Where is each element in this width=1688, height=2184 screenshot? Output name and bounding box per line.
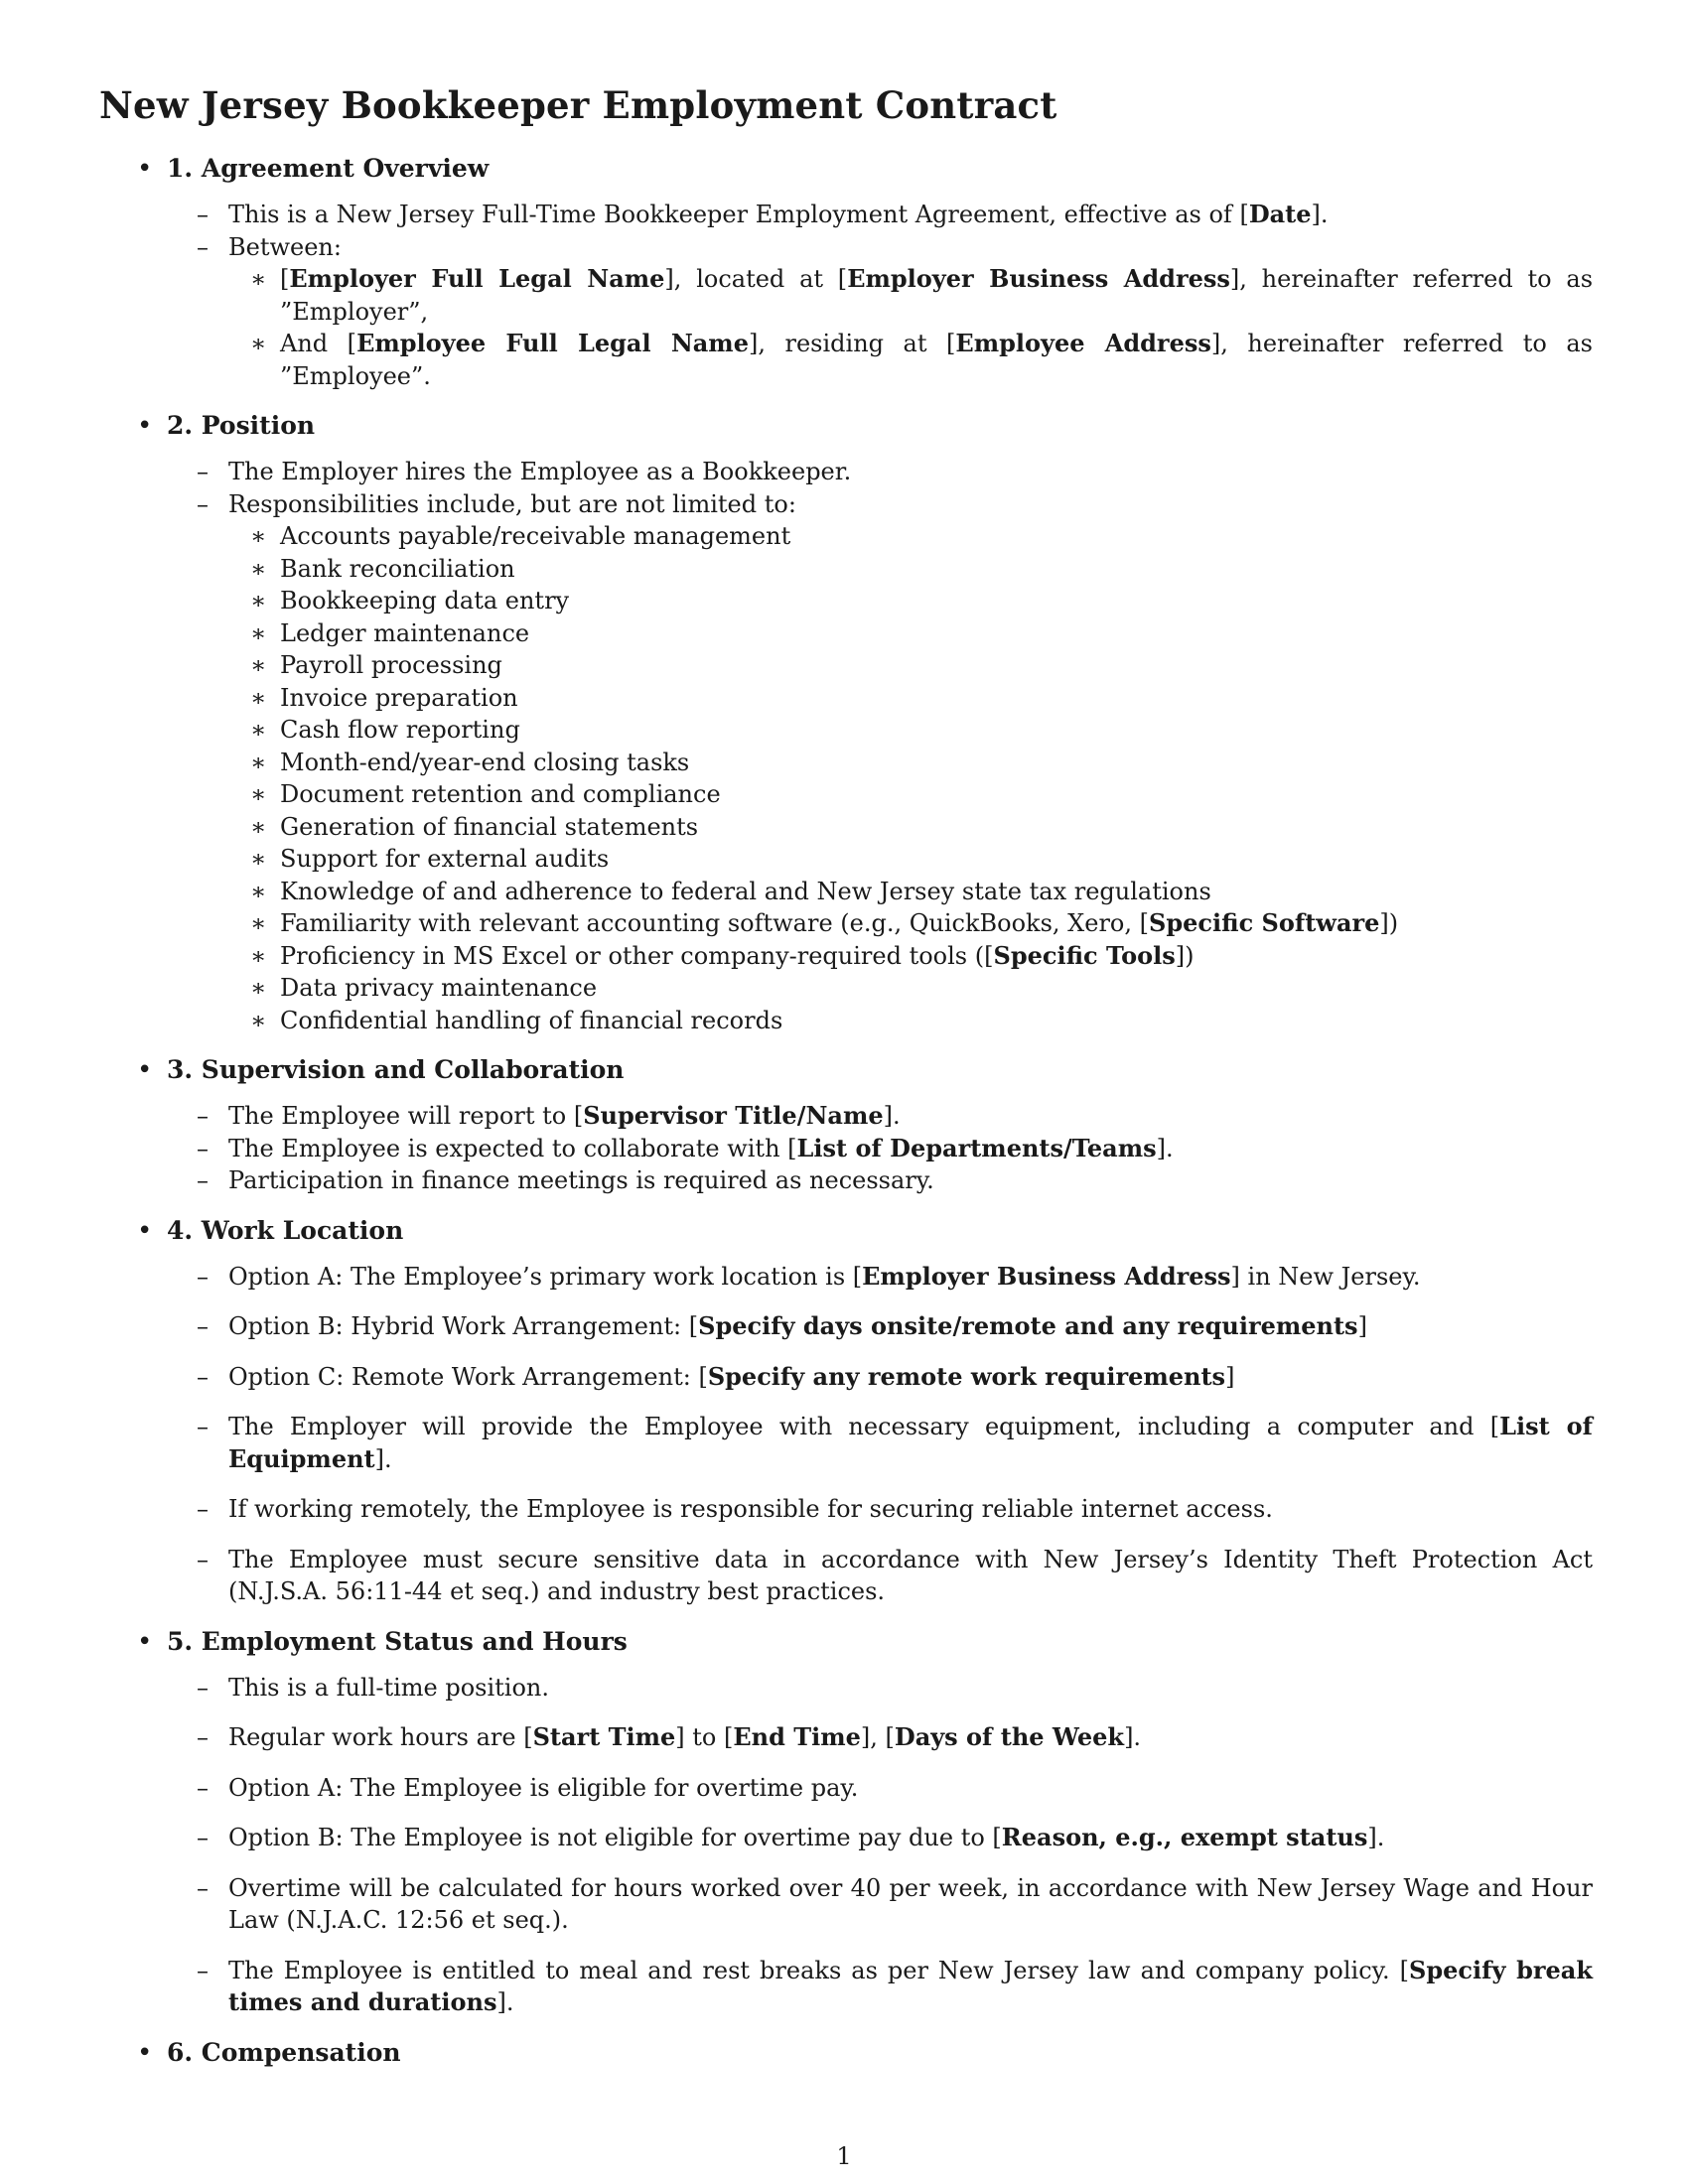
- responsibility-item: ∗ Generation of financial statements: [228, 811, 1593, 844]
- list-item: – Option C: Remote Work Arrangement: [Specify any remote work requirements]: [167, 1361, 1593, 1394]
- sub-list-item: ∗ [Employer Full Legal Name], located at [Employer Business Address], hereinafter referred to as ”Employer”,: [228, 263, 1593, 328]
- responsibility-item: ∗ Accounts payable/receivable management: [228, 520, 1593, 553]
- document-page: [99, 83, 1593, 2087]
- placeholder-field: Employer Full Legal Name: [289, 264, 665, 293]
- responsibility-item: ∗ Bookkeeping data entry: [228, 585, 1593, 617]
- section-title: • 6. Compensation: [167, 2037, 401, 2067]
- item-list: [167, 199, 1593, 392]
- list-item: – The Employee is expected to collaborate with [List of Departments/Teams].: [167, 1133, 1593, 1165]
- section-work-location: [99, 1215, 1593, 1608]
- list-item: – Option B: The Employee is not eligible for overtime pay due to [Reason, e.g., exempt status].: [167, 1822, 1593, 1854]
- item-list: [167, 1672, 1593, 2019]
- responsibility-item: ∗ Cash flow reporting: [228, 714, 1593, 747]
- section-title: • 5. Employment Status and Hours: [167, 1626, 628, 1656]
- responsibility-item: ∗ Payroll processing: [228, 649, 1593, 682]
- responsibility-item: ∗ Month-end/year-end closing tasks: [228, 747, 1593, 779]
- sub-list: [228, 263, 1593, 392]
- section-list: [99, 153, 1593, 2069]
- list-item: – If working remotely, the Employee is responsible for securing reliable internet access.: [167, 1493, 1593, 1526]
- section-agreement-overview: [99, 153, 1593, 392]
- placeholder-field: Specify any remote work requirements: [707, 1361, 1226, 1391]
- list-item: – Regular work hours are [Start Time] to [End Time], [Days of the Week].: [167, 1721, 1593, 1754]
- responsibility-item: ∗ Document retention and compliance: [228, 778, 1593, 811]
- placeholder-field: Specify break times and durations: [228, 1955, 1593, 2016]
- placeholder-field: Supervisor Title/Name: [583, 1101, 884, 1130]
- responsibility-item: ∗ Bank reconciliation: [228, 553, 1593, 586]
- list-item: – Option B: Hybrid Work Arrangement: [Specify days onsite/remote and any requirements]: [167, 1310, 1593, 1343]
- section-employment-status: [99, 1626, 1593, 2019]
- placeholder-field: Days of the Week: [894, 1722, 1125, 1751]
- list-item: – This is a full-time position.: [167, 1672, 1593, 1705]
- placeholder-field: Specific Software: [1149, 908, 1380, 937]
- list-item: – The Employer hires the Employee as a Bookkeeper.: [167, 456, 1593, 488]
- responsibility-item: ∗ Invoice preparation: [228, 682, 1593, 715]
- placeholder-field: End Time: [733, 1722, 861, 1751]
- list-item: – Responsibilities include, but are not limited to: ∗ Accounts payable/receivable management ∗ Bank reconciliation ∗ Bookkeeping data entry ∗ Ledger maintenance ∗ Payroll processing ∗ Invoice preparation ∗ Cash flow reporting ∗ Month-end/year-end closing tasks ∗ Document retention and compliance ∗ Generation of financial statements ∗ Support for external audits ∗ Knowledge of and adherence to federal and New Jersey state tax regulations ∗ Familiarity with relevant accounting software (e.g., QuickBooks, Xero, [Specific Software]) ∗ Proficiency in MS Excel or other company-required tools ([Specific Tools]) ∗ Data privacy maintenance ∗ Confidential handling of financial records: [167, 488, 1593, 1037]
- list-item: – Option A: The Employee is eligible for overtime pay.: [167, 1772, 1593, 1805]
- list-item: – Participation in finance meetings is required as necessary.: [167, 1164, 1593, 1197]
- document-title: New Jersey Bookkeeper Employment Contract: [99, 83, 1057, 127]
- responsibility-item: ∗ Support for external audits: [228, 843, 1593, 876]
- list-item: – Option A: The Employee’s primary work location is [Employer Business Address] in New Jersey.: [167, 1261, 1593, 1294]
- placeholder-field: Specific Tools: [993, 940, 1176, 970]
- list-item: – The Employee is entitled to meal and rest breaks as per New Jersey law and company policy. [Specify break times and durations].: [167, 1955, 1593, 2019]
- section-position: [99, 410, 1593, 1036]
- list-item: – The Employee must secure sensitive data in accordance with New Jersey’s Identity Theft Protection Act (N.J.S.A. 56:11-44 et seq.) and industry best practices.: [167, 1544, 1593, 1608]
- list-item: – This is a New Jersey Full-Time Bookkeeper Employment Agreement, effective as of [Date].: [167, 199, 1593, 231]
- responsibility-item: ∗ Proficiency in MS Excel or other company-required tools ([Specific Tools]): [228, 940, 1593, 973]
- placeholder-field: Date: [1248, 200, 1312, 228]
- list-item: – Overtime will be calculated for hours worked over 40 per week, in accordance with New Jersey Wage and Hour Law (N.J.A.C. 12:56 et seq.).: [167, 1872, 1593, 1937]
- placeholder-field: Start Time: [532, 1722, 676, 1751]
- placeholder-field: Employer Business Address: [862, 1261, 1231, 1291]
- section-compensation: [99, 2037, 1593, 2069]
- item-list: [167, 456, 1593, 1036]
- placeholder-field: Employee Address: [955, 329, 1211, 357]
- responsibility-item: ∗ Ledger maintenance: [228, 617, 1593, 650]
- list-item: – Between: ∗ [Employer Full Legal Name], located at [Employer Business Address], hereinafter referred to as ”Employer”, ∗ And [Employee Full Legal Name], residing at [Employee Address], hereinafter referred to as ”Employee”.: [167, 231, 1593, 393]
- responsibility-item: ∗ Confidential handling of financial records: [228, 1005, 1593, 1037]
- list-item: – The Employer will provide the Employee with necessary equipment, including a computer and [List of Equipment].: [167, 1411, 1593, 1475]
- placeholder-field: List of Departments/Teams: [796, 1133, 1157, 1162]
- section-title: • 2. Position: [167, 411, 316, 440]
- placeholder-field: Specify days onsite/remote and any requirements: [698, 1311, 1358, 1340]
- responsibility-item: ∗ Data privacy maintenance: [228, 972, 1593, 1005]
- placeholder-field: Reason, e.g., exempt status: [1001, 1823, 1368, 1851]
- section-title: • 1. Agreement Overview: [167, 154, 490, 183]
- responsibilities-list: [228, 520, 1593, 1036]
- page-number: 1: [836, 2142, 852, 2170]
- sub-list-item: ∗ And [Employee Full Legal Name], residing at [Employee Address], hereinafter referred to as ”Employee”.: [228, 328, 1593, 392]
- placeholder-field: Employee Full Legal Name: [356, 329, 749, 357]
- responsibility-item: ∗ Familiarity with relevant accounting software (e.g., QuickBooks, Xero, [Specific Software]): [228, 907, 1593, 940]
- item-list: [167, 1100, 1593, 1197]
- section-supervision: [99, 1054, 1593, 1197]
- section-title: • 4. Work Location: [167, 1215, 404, 1245]
- placeholder-field: Employer Business Address: [847, 264, 1230, 293]
- item-list: [167, 1261, 1593, 1608]
- placeholder-field: List of Equipment: [228, 1412, 1594, 1473]
- list-item: – The Employee will report to [Supervisor Title/Name].: [167, 1100, 1593, 1133]
- section-title: • 3. Supervision and Collaboration: [167, 1055, 625, 1084]
- responsibility-item: ∗ Knowledge of and adherence to federal and New Jersey state tax regulations: [228, 876, 1593, 908]
